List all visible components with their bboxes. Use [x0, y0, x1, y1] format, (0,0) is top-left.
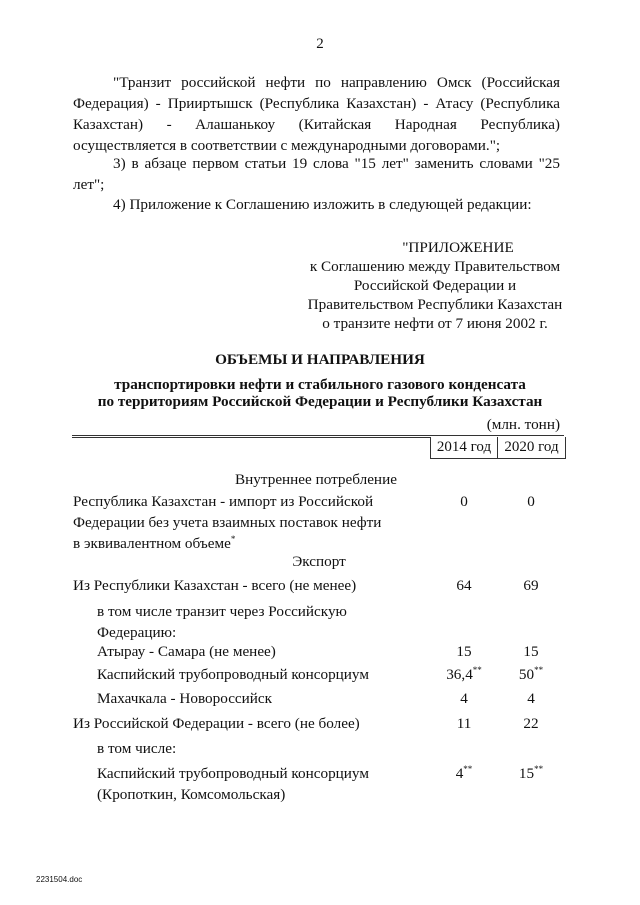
cell-kz-total-2020: 69	[523, 577, 539, 594]
row-kz-total-label: Из Республики Казахстан - всего (не менее)	[73, 577, 357, 594]
cell-cpc2-2020-value: 15	[518, 765, 535, 782]
cell-cpc1-2020-value: 50	[518, 666, 535, 683]
cell-atyrau-2014: 15	[456, 643, 472, 660]
table-top-rule-second	[72, 437, 430, 438]
appendix-stamp-line: "ПРИЛОЖЕНИЕ	[402, 239, 514, 256]
row-cpc1-label: Каспийский трубопроводный консорциум	[97, 666, 369, 683]
intro-paragraph-transit: "Транзит российской нефти по направлению Омск (Российская Федерация) - Прииртышск (Республика Казахстан) - Атасу (Республика Казахстан) - Алашанькоу (Китайская Народная Республика) осуществляется в соответствии с международными договорами.";	[73, 74, 560, 154]
cell-cpc1-2014-value: 36,4	[446, 666, 473, 683]
intro-item-4: 4) Приложение к Соглашению изложить в следующей редакции:	[113, 196, 532, 213]
cell-import-2020: 0	[527, 493, 535, 510]
appendix-stamp-line: о транзите нефти от 7 июня 2002 г.	[322, 315, 548, 332]
row-ru-total-label: Из Российской Федерации - всего (не более)	[73, 715, 360, 732]
cell-makhachkala-2014: 4	[460, 690, 468, 707]
row-cpc2-label	[97, 763, 369, 805]
row-import-line: Республика Казахстан - импорт из Российской	[73, 493, 374, 510]
row-cpc2-line: Каспийский трубопроводный консорциум	[97, 765, 369, 782]
document-code: 2231504.doc	[36, 875, 83, 884]
row-import-label	[73, 491, 381, 554]
appendix-stamp	[280, 238, 590, 333]
footnote-mark: *	[230, 534, 236, 544]
document-subtitle-line: транспортировки нефти и стабильного газового конденсата	[114, 376, 526, 393]
footnote-mark: **	[534, 665, 544, 675]
row-ru-including-label: в том числе:	[97, 740, 177, 757]
cell-cpc2-2014-value: 4	[455, 765, 464, 782]
cell-makhachkala-2020: 4	[527, 690, 535, 707]
appendix-stamp-line: Российской Федерации и	[353, 277, 517, 294]
cell-ru-total-2020: 22	[523, 715, 539, 732]
appendix-stamp-line: Правительством Республики Казахстан	[307, 296, 563, 313]
section-export: Экспорт	[292, 553, 346, 570]
cell-cpc1-2014	[433, 664, 495, 685]
row-makhachkala-label: Махачкала - Новороссийск	[97, 690, 273, 707]
row-cpc2-line: (Кропоткин, Комсомольская)	[97, 786, 286, 803]
row-kz-including-line: Федерацию:	[97, 624, 177, 641]
table-top-rule	[72, 435, 564, 436]
footnote-mark: **	[472, 665, 482, 675]
intro-item-3: 3) в абзаце первом статьи 19 слова "15 лет" заменить словами "25 лет";	[73, 155, 560, 193]
cell-import-2014: 0	[460, 493, 468, 510]
page-number: 2	[316, 36, 324, 52]
row-import-line: Федерации без учета взаимных поставок нефти	[73, 514, 382, 531]
cell-cpc1-2020	[500, 664, 562, 685]
units-label: (млн. тонн)	[486, 416, 560, 433]
section-domestic: Внутреннее потребление	[235, 471, 397, 488]
appendix-stamp-line: к Соглашению между Правительством	[309, 258, 561, 275]
column-header-2014: 2014 год	[430, 437, 497, 459]
document-subtitle-line: по территориям Российской Федерации и Республики Казахстан	[97, 393, 543, 410]
row-kz-including-line: в том числе транзит через Российскую	[97, 603, 347, 620]
row-atyrau-label: Атырау - Самара (не менее)	[97, 643, 276, 660]
cell-kz-total-2014: 64	[456, 577, 472, 594]
column-header-2020: 2020 год	[497, 437, 566, 459]
cell-ru-total-2014: 11	[456, 715, 472, 732]
cell-atyrau-2020: 15	[523, 643, 539, 660]
cell-cpc2-2020	[500, 763, 562, 784]
row-kz-including-label	[97, 601, 347, 643]
cell-cpc2-2014	[433, 763, 495, 784]
footnote-mark: **	[463, 764, 473, 774]
row-import-line-text: в эквивалентном объеме	[73, 535, 231, 552]
footnote-mark: **	[534, 764, 544, 774]
document-title: ОБЪЕМЫ И НАПРАВЛЕНИЯ	[215, 351, 425, 368]
